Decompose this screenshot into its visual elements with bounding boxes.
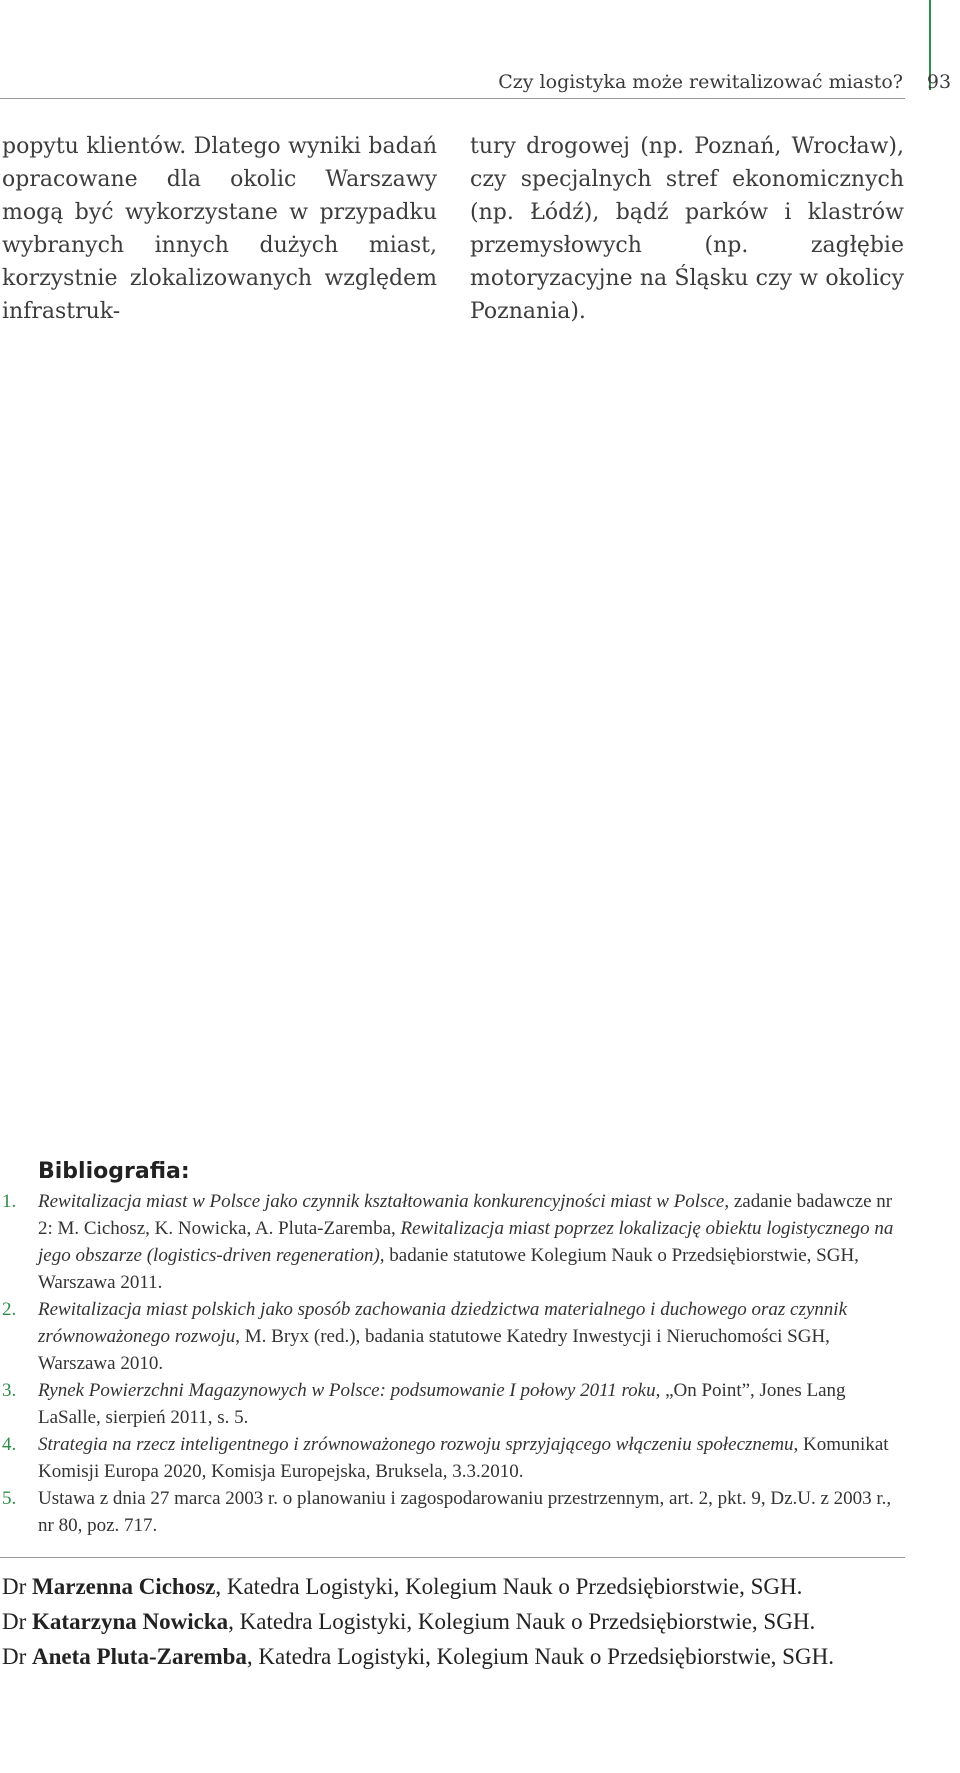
bibliography-item — [2, 1377, 904, 1431]
bibliography-item-number: 3. — [2, 1380, 17, 1401]
body-column-right — [470, 130, 904, 328]
bibliography — [2, 1158, 904, 1539]
bibliography-item — [2, 1296, 904, 1377]
authors-divider — [0, 1557, 905, 1558]
author-note — [2, 1570, 902, 1604]
bibliography-item-details: , „On Point”, Jones Lang LaSalle, sierpień 2011, s. 5. — [38, 1380, 846, 1428]
bibliography-item-details-2: , badanie statutowe Kolegium Nauk o Przedsiębiorstwie, SGH, Warszawa 2011. — [38, 1245, 859, 1293]
body-paragraph-left: popytu klientów. Dlatego wyniki badań opracowane dla okolic Warszawy mogą być wykorzystane w przypadku wybranych innych dużych miast, korzystnie zlokalizowanych względem infrastruk- — [2, 134, 437, 324]
author-title: Dr — [2, 1644, 33, 1669]
bibliography-item-text — [38, 1485, 904, 1539]
page-number: 93 — [926, 71, 952, 93]
author-name: Aneta Pluta-Zaremba — [32, 1644, 247, 1669]
bibliography-item-subtitle: Rewitalizacja miast poprzez lokalizację obiektu logistycznego na jego obszarze (logistics-driven regeneration) — [38, 1218, 894, 1266]
bibliography-item — [2, 1431, 904, 1485]
bibliography-item-number: 4. — [2, 1434, 17, 1455]
bibliography-item-title: Strategia na rzecz inteligentnego i zrównoważonego rozwoju sprzyjającego włączeniu społecznemu — [38, 1434, 794, 1455]
running-header-title: Czy logistyka może rewitalizować miasto? — [498, 71, 903, 93]
author-affiliation: , Katedra Logistyki, Kolegium Nauk o Przedsiębiorstwie, SGH. — [246, 1644, 834, 1669]
author-name: Katarzyna Nowicka — [32, 1609, 229, 1634]
bibliography-item-number: 2. — [2, 1299, 17, 1320]
bibliography-heading: Bibliografia: — [38, 1159, 190, 1184]
body-column-left — [2, 130, 437, 328]
bibliography-item — [2, 1485, 904, 1539]
bibliography-item-details: Ustawa z dnia 27 marca 2003 r. o planowaniu i zagospodarowaniu przestrzennym, art. 2, pkt. 9, Dz.U. z 2003 r., nr 80, poz. 717. — [38, 1488, 892, 1536]
bibliography-item-title: Rynek Powierzchni Magazynowych w Polsce: podsumowanie I połowy 2011 roku — [38, 1380, 656, 1401]
body-paragraph-right: tury drogowej (np. Poznań, Wrocław), czy specjalnych stref ekonomicznych (np. Łódź), bądź parków i klastrów przemysłowych (np. zagłębie motoryzacyjne na Śląsku czy w okolicy Poznania). — [470, 134, 904, 324]
author-note — [2, 1605, 902, 1639]
author-affiliation: , Katedra Logistyki, Kolegium Nauk o Przedsiębiorstwie, SGH. — [215, 1574, 803, 1599]
author-name: Marzenna Cichosz — [32, 1574, 216, 1599]
bibliography-item-details: , M. Bryx (red.), badania statutowe Katedry Inwestycji i Nieruchomości SGH, Warszawa 2010. — [38, 1326, 830, 1374]
bibliography-item-details: , Komunikat Komisji Europa 2020, Komisja Europejska, Bruksela, 3.3.2010. — [38, 1434, 889, 1482]
author-note — [2, 1640, 902, 1674]
bibliography-item-text — [38, 1431, 904, 1485]
author-title: Dr — [2, 1609, 33, 1634]
author-notes — [2, 1570, 902, 1675]
bibliography-item-text — [38, 1296, 904, 1377]
author-affiliation: , Katedra Logistyki, Kolegium Nauk o Przedsiębiorstwie, SGH. — [228, 1609, 816, 1634]
bibliography-item-number: 5. — [2, 1488, 17, 1509]
header-divider — [0, 98, 905, 99]
bibliography-item-number: 1. — [2, 1191, 17, 1212]
bibliography-item-title: Rewitalizacja miast polskich jako sposób zachowania dziedzictwa materialnego i duchowego oraz czynnik zrównoważonego rozwoju — [38, 1299, 848, 1347]
bibliography-item-details: , zadanie badawcze nr 2: M. Cichosz, K. Nowicka, A. Pluta-Zaremba, — [38, 1191, 893, 1239]
bibliography-item-text — [38, 1188, 904, 1296]
bibliography-item — [2, 1188, 904, 1296]
bibliography-item-text — [38, 1377, 904, 1431]
author-title: Dr — [2, 1574, 33, 1599]
bibliography-list — [2, 1188, 904, 1539]
bibliography-item-title: Rewitalizacja miast w Polsce jako czynnik kształtowania konkurencyjności miast w Polsce — [38, 1191, 725, 1212]
